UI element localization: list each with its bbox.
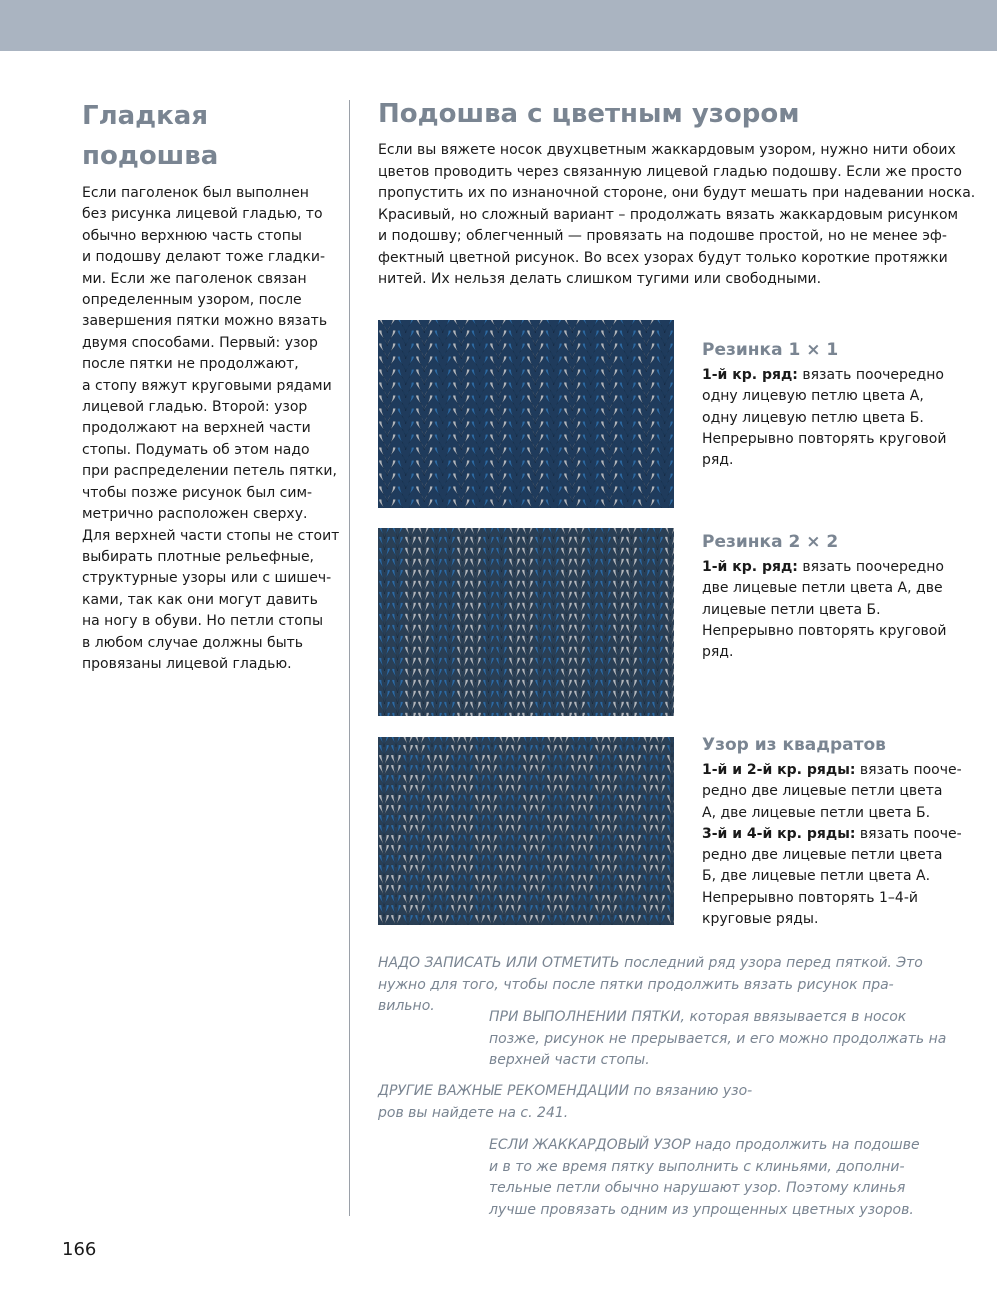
text-line: структурные узоры или с шишеч- [82, 570, 332, 587]
instruction-text: две лицевые петли цвета А, две [702, 580, 943, 597]
pattern-instructions [702, 557, 982, 663]
text-line: ми. Если же паголенок связан [82, 270, 307, 287]
text-line: продолжают на верхней части [82, 420, 311, 437]
text-line: завершения пятки можно вязать [82, 313, 328, 330]
row-label: 1-й и 2-й кр. ряды: [702, 762, 856, 778]
swatch-rib-1x1 [378, 320, 674, 508]
instruction-text: вязать поочередно [797, 367, 944, 383]
instruction-text: А, две лицевые петли цвета Б. [702, 804, 931, 821]
text-line: и подошву; облегченный — провязать на подошве простой, но не менее эф- [378, 228, 947, 244]
instruction-text: вязать поочередно [797, 559, 944, 575]
text-line: и подошву делают тоже гладки- [82, 249, 326, 266]
instruction-text: вязать пооче- [855, 825, 962, 842]
instruction-text: ряд. [702, 452, 734, 469]
text-line: при распределении петель пятки, [82, 463, 337, 480]
instruction-line [702, 578, 982, 599]
text-line: верхней части стопы. [489, 1052, 650, 1068]
instruction-text: круговые ряды. [702, 911, 819, 928]
text-line: стопы. Подумать об этом надо [82, 441, 310, 458]
pattern-instructions [702, 760, 982, 930]
text-line: цветов проводить через связанную лицевой гладью подошву. Если же просто [378, 163, 962, 180]
text-line: ЕСЛИ ЖАККАРДОВЫЙ УЗОР надо продолжить на подошве [489, 1137, 920, 1153]
text-line: ДРУГИЕ ВАЖНЫЕ РЕКОМЕНДАЦИИ по вязанию узо- [378, 1083, 753, 1099]
left-heading [82, 96, 332, 176]
pattern-rib-1x1 [702, 339, 982, 471]
instruction-line [702, 824, 982, 845]
instruction-line [702, 642, 982, 663]
pattern-title: Резинка 2 × 2 [702, 532, 839, 552]
text-line: ПРИ ВЫПОЛНЕНИИ ПЯТКИ, которая ввязывается в носок [489, 1009, 907, 1025]
swatch-squares [378, 737, 674, 925]
instruction-line [702, 450, 982, 471]
row-label: 1-й кр. ряд: [702, 367, 798, 383]
text-line: НАДО ЗАПИСАТЬ ИЛИ ОТМЕТИТЬ последний ряд узора перед пяткой. Это [378, 955, 923, 971]
text-line: на ногу в обуви. Но петли стопы [82, 613, 324, 630]
text-line: Если вы вяжете носок двухцветным жаккардовым узором, нужно нити обоих [378, 142, 956, 158]
column-divider [349, 100, 350, 1216]
text-line: и в то же время пятку выполнить с клиньями, дополни- [489, 1158, 905, 1175]
instruction-line [702, 781, 982, 802]
instruction-line [702, 760, 982, 781]
note-jacquard [489, 1135, 920, 1221]
text-line: метрично расположен сверху. [82, 506, 308, 523]
text-line: нитей. Их нельзя делать слишком тугими или свободными. [378, 271, 822, 287]
instruction-text: редно две лицевые петли цвета [702, 847, 943, 864]
text-line: обычно верхнюю часть стопы [82, 227, 302, 244]
instruction-line [702, 888, 982, 909]
row-label: 3-й и 4-й кр. ряды: [702, 825, 856, 842]
left-body-text [82, 183, 342, 675]
top-band [0, 0, 997, 51]
instruction-line [702, 803, 982, 824]
intro-text [378, 140, 976, 291]
instruction-line [702, 557, 982, 578]
instruction-text: Непрерывно повторять 1–4-й [702, 889, 918, 906]
swatch-rib-2x2 [378, 528, 674, 716]
text-line: чтобы позже рисунок был сим- [82, 484, 313, 501]
instruction-text: Б, две лицевые петли цвета А. [702, 868, 931, 885]
instruction-line [702, 386, 982, 407]
text-line: после пятки не продолжают, [82, 356, 299, 373]
text-line: ками, так как они могут давить [82, 591, 318, 608]
pattern-squares [702, 734, 982, 930]
text-line: ров вы найдете на с. 241. [378, 1104, 569, 1121]
text-line: Если паголенок был выполнен [82, 185, 309, 201]
pattern-title: Резинка 1 × 1 [702, 340, 839, 360]
text-line: выбирать плотные рельефные, [82, 548, 315, 565]
instruction-text: Непрерывно повторять круговой [702, 622, 947, 639]
page-number: 166 [62, 1239, 97, 1260]
text-line: провязаны лицевой гладью. [82, 655, 292, 672]
pattern-rib-2x2 [702, 531, 982, 663]
text-line: позже, рисунок не прерывается, и его можно продолжать на [489, 1030, 947, 1047]
instruction-text: ряд. [702, 644, 734, 661]
text-line: без рисунка лицевой гладью, то [82, 206, 323, 223]
row-label: 1-й кр. ряд: [702, 559, 798, 575]
instruction-text: редно две лицевые петли цвета [702, 783, 943, 800]
left-heading-line: подошва [82, 141, 219, 171]
text-line: нужно для того, чтобы после пятки продолжить вязать рисунок пра- [378, 976, 894, 993]
text-line: двумя способами. Первый: узор [82, 334, 318, 351]
instruction-text: одну лицевую петлю цвета А, [702, 388, 924, 405]
instruction-line [702, 429, 982, 450]
instruction-line [702, 866, 982, 887]
text-line: лицевой гладью. Второй: узор [82, 399, 308, 416]
text-line: Красивый, но сложный вариант – продолжать вязать жаккардовым рисунком [378, 206, 959, 223]
text-line: лучше провязать одним из упрощенных цветных узоров. [489, 1201, 914, 1218]
instruction-text: Непрерывно повторять круговой [702, 430, 947, 447]
instruction-line [702, 845, 982, 866]
instruction-line [702, 365, 982, 386]
text-line: а стопу вяжут круговыми рядами [82, 377, 332, 394]
instruction-line [702, 909, 982, 930]
note-recommendations [378, 1081, 752, 1124]
text-line: определенным узором, после [82, 292, 302, 309]
instruction-line [702, 621, 982, 642]
instruction-text: одну лицевую петлю цвета Б. [702, 409, 924, 426]
note-heel [489, 1007, 946, 1072]
text-line: фектный цветной рисунок. Во всех узорах будут только короткие протяжки [378, 249, 948, 266]
text-line: тельные петли обычно нарушают узор. Поэтому клинья [489, 1180, 906, 1196]
pattern-instructions [702, 365, 982, 471]
text-line: Для верхней части стопы не стоит [82, 527, 340, 544]
section-title: Подошва с цветным узором [378, 99, 800, 129]
text-line: в любом случае должны быть [82, 634, 304, 651]
instruction-line [702, 600, 982, 621]
text-line: пропустить их по изнаночной стороне, они будут мешать при надевании носка. [378, 185, 976, 201]
left-heading-line: Гладкая [82, 101, 209, 131]
instruction-line [702, 408, 982, 429]
pattern-title: Узор из квадратов [702, 735, 886, 755]
text-line: вильно. [378, 998, 435, 1014]
instruction-text: вязать пооче- [855, 762, 962, 778]
instruction-text: лицевые петли цвета Б. [702, 601, 881, 618]
